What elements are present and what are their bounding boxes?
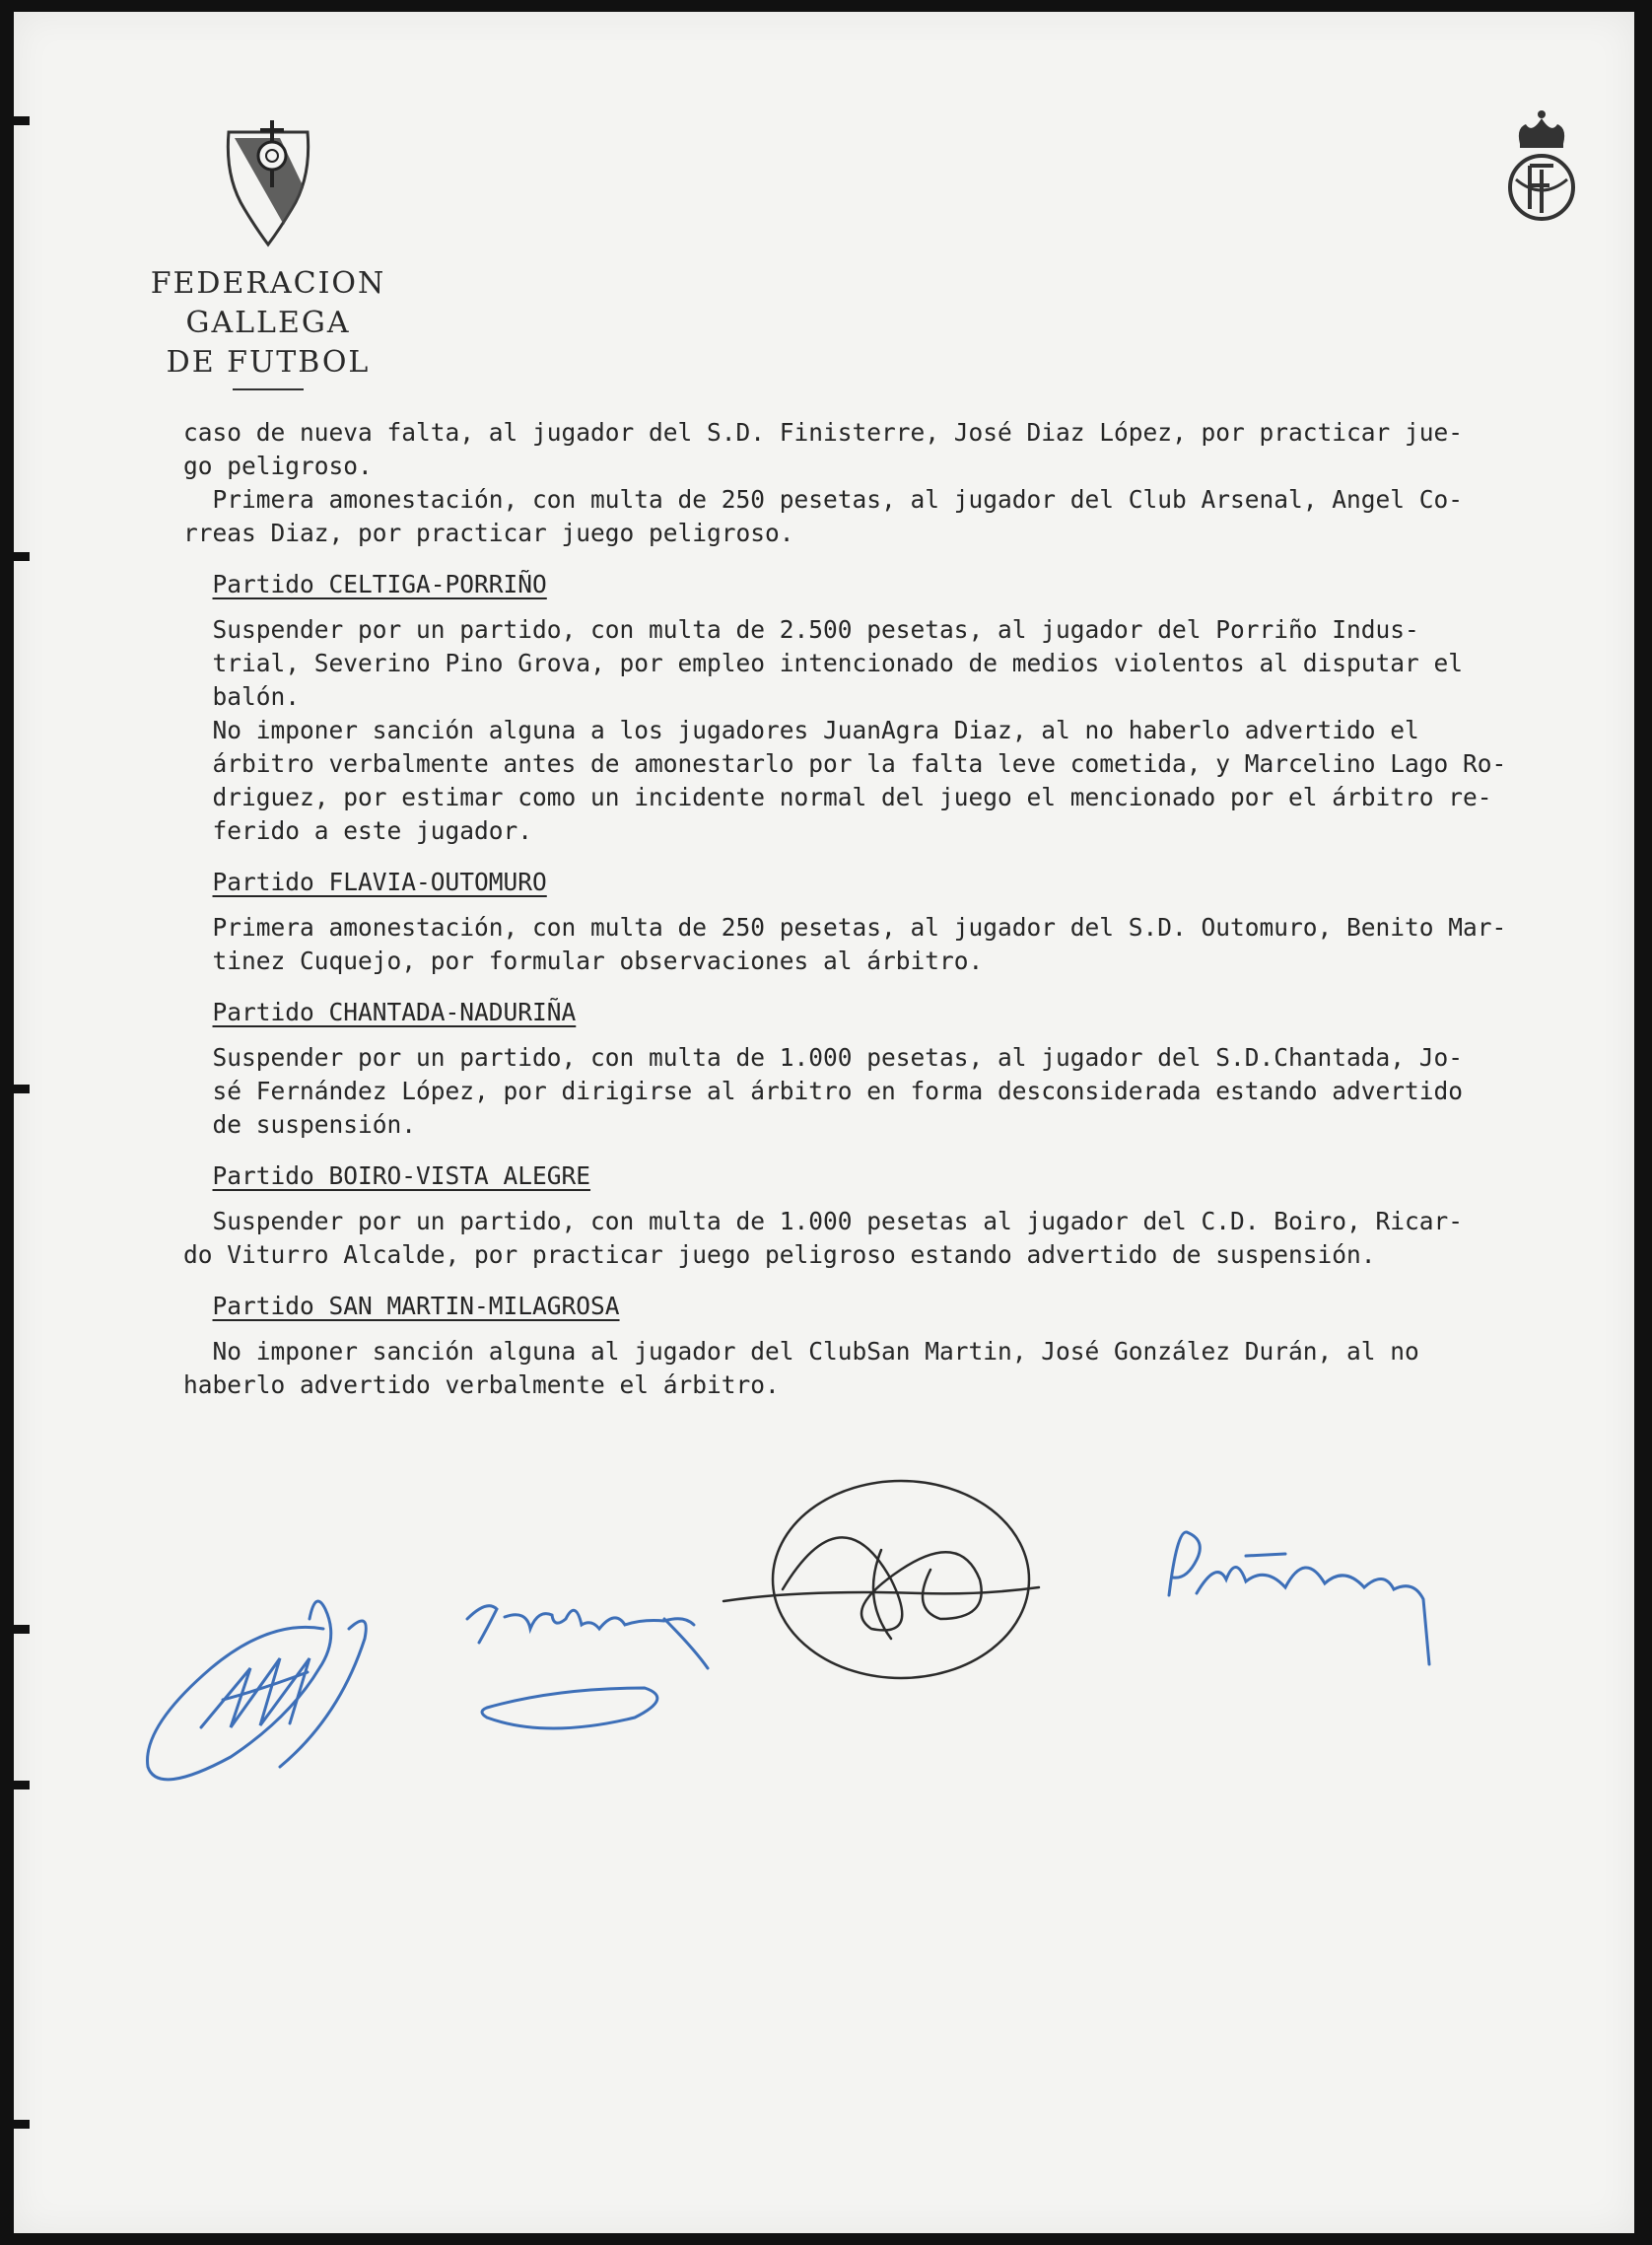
signatures (112, 1471, 1512, 1826)
section-line: No imponer sanción alguna al jugador del ClubSan Martin, José González Durán, al no (183, 1337, 1419, 1366)
crown-emblem-icon (1502, 110, 1581, 225)
intro-line: go peligroso. (183, 452, 373, 480)
section-line: árbitro verbalmente antes de amonestarlo por la falta leve cometida, y Marcelino Lago Ro- (183, 749, 1507, 778)
section-line: Suspender por un partido, con multa de 2.500 pesetas, al jugador del Porriño Indus- (183, 615, 1419, 644)
binding-tab (14, 1085, 30, 1093)
section-line: sé Fernández López, por dirigirse al árbitro en forma desconsiderada estando advertido (183, 1077, 1464, 1105)
section-line: tinez Cuquejo, por formular observaciones al árbitro. (183, 947, 984, 975)
intro-line: caso de nueva falta, al jugador del S.D. Finisterre, José Diaz López, por practicar jue- (183, 418, 1464, 447)
section-line: ferido a este jugador. (183, 816, 533, 845)
signature-3 (723, 1481, 1039, 1678)
signature-1 (148, 1601, 367, 1780)
section-line: de suspensión. (183, 1110, 417, 1139)
binding-tab (14, 1781, 30, 1789)
section-heading: Partido BOIRO-VISTA ALEGRE (212, 1161, 591, 1190)
section-line: Suspender por un partido, con multa de 1.000 pesetas al jugador del C.D. Boiro, Ricar- (183, 1207, 1464, 1235)
section-heading: Partido FLAVIA-OUTOMURO (212, 868, 547, 896)
letterhead-line-2: DE FUTBOL (166, 345, 371, 380)
binding-tab (14, 1625, 30, 1634)
letterhead-rule (233, 388, 304, 390)
section-line: haberlo advertido verbalmente el árbitro. (183, 1370, 780, 1399)
intro-line: Primera amonestación, con multa de 250 pesetas, al jugador del Club Arsenal, Angel Co- (183, 485, 1464, 514)
signature-2 (467, 1606, 708, 1728)
section-line: do Viturro Alcalde, por practicar juego peligroso estando advertido de suspensión. (183, 1240, 1376, 1269)
section-line: No imponer sanción alguna a los jugadores JuanAgra Diaz, al no haberlo advertido el (183, 716, 1419, 744)
section-line: Primera amonestación, con multa de 250 pesetas, al jugador del S.D. Outomuro, Benito Mar- (183, 913, 1507, 942)
section-heading: Partido CELTIGA-PORRIÑO (212, 570, 547, 598)
document-body (183, 416, 1642, 1402)
binding-tab (14, 2120, 30, 2129)
federation-shield-icon (221, 118, 315, 248)
section-line: Suspender por un partido, con multa de 1.000 pesetas, al jugador del S.D.Chantada, Jo- (183, 1043, 1464, 1072)
letterhead (71, 264, 465, 390)
document-page (14, 12, 1634, 2233)
intro-line: rreas Diaz, por practicar juego peligroso. (183, 519, 794, 547)
section-heading: Partido SAN MARTIN-MILAGROSA (212, 1292, 620, 1320)
section-heading: Partido CHANTADA-NADURIÑA (212, 998, 577, 1026)
letterhead-line-1: FEDERACION GALLEGA (150, 266, 386, 340)
section-line: balón. (183, 682, 301, 711)
binding-tab (14, 116, 30, 125)
binding-tab (14, 552, 30, 561)
section-line: trial, Severino Pino Grova, por empleo intencionado de medios violentos al disputar el (183, 649, 1464, 677)
signature-4 (1169, 1532, 1429, 1664)
section-line: driguez, por estimar como un incidente normal del juego el mencionado por el árbitro re- (183, 783, 1492, 811)
